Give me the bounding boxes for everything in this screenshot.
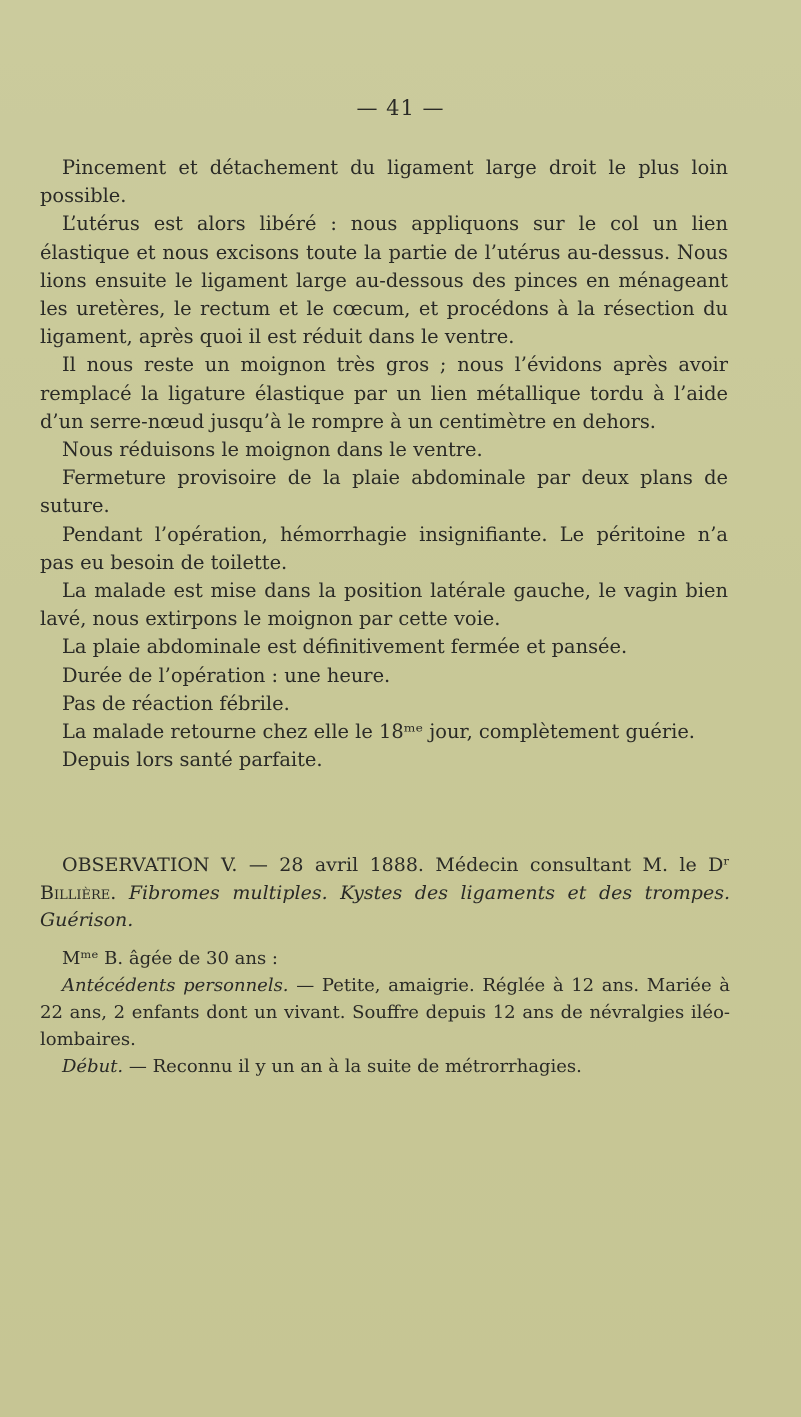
observation-doctor: Billière. [40, 881, 117, 904]
observation-block [40, 852, 730, 935]
observation-title: Fibromes multiples. Kystes des ligaments et des trompes. Guérison. [40, 881, 730, 931]
case-antecedents [40, 972, 730, 1053]
paragraph: Fermeture provisoire de la plaie abdominale par deux plans de suture. [40, 466, 728, 518]
operation-report [40, 154, 728, 774]
antecedents-text: — Petite, amaigrie. Réglée à 12 ans. Mariée à 22 ans, 2 enfants dont un vivant. Souffre depuis 12 ans de névralgies iléo-lombaires. [40, 975, 731, 1050]
paragraph: Nous réduisons le moignon dans le ventre. [62, 438, 483, 462]
observation-heading [40, 852, 730, 935]
paragraph: La plaie abdominale est définitivement fermée et pansée. [62, 635, 628, 659]
paragraph: Depuis lors santé parfaite. [62, 748, 323, 772]
paragraph: Pendant l’opération, hémorrhagie insignifiante. Le péritoine n’a pas eu besoin de toilette. [40, 522, 728, 574]
paragraph: Durée de l’opération : une heure. [62, 663, 391, 687]
paragraph: Pas de réaction fébrile. [62, 691, 290, 715]
paragraph: L’utérus est alors libéré : nous appliquons sur le col un lien élastique et nous excisons toute la partie de l’utérus au-dessus. Nous lions ensuite le ligament large au-dessous des pinces en ménageant les uretères, le rectum et le cœcum, et procédons à la résection du ligament, après quoi il est réduit dans le ventre. [40, 212, 728, 349]
paragraph: La malade est mise dans la position latérale gauche, le vagin bien lavé, nous extirpons le moignon par cette voie. [40, 579, 728, 631]
case-debut [40, 1053, 730, 1080]
observation-heading-text: OBSERVATION V. — 28 avril 1888. Médecin consultant M. le Dʳ [62, 854, 730, 876]
antecedents-label: Antécédents personnels. [62, 975, 289, 996]
case-intro: Mᵐᵉ B. âgée de 30 ans : [62, 948, 278, 969]
paragraph: Pincement et détachement du ligament large droit le plus loin possible. [40, 156, 728, 208]
paragraph: Il nous reste un moignon très gros ; nous l’évidons après avoir remplacé la ligature élastique par un lien métallique tordu à l’aide d’un serre-nœud jusqu’à le rompre à un centimètre en dehors. [40, 353, 728, 433]
page-number: — 41 — [356, 96, 445, 120]
debut-label: Début. [62, 1056, 124, 1077]
paragraph: La malade retourne chez elle le 18ᵐᵉ jour, complètement guérie. [62, 720, 695, 744]
debut-text: — Reconnu il y un an à la suite de métrorrhagies. [123, 1056, 582, 1077]
case-details [40, 945, 730, 1080]
